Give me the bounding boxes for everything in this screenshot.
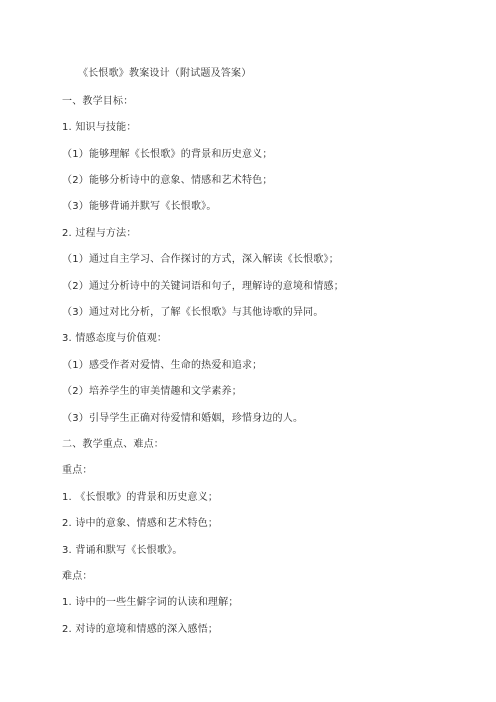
subheading-process-methods: 2. 过程与方法： — [62, 228, 137, 239]
subheading-emotional-values: 3. 情感态度与价值观： — [62, 333, 168, 344]
document-title: 《长恨歌》教案设计（附试题及答案） — [78, 68, 252, 79]
list-item: （2）能够分析诗中的意象、情感和艺术特色； — [62, 175, 273, 186]
list-item: （3）引导学生正确对待爱情和婚姻，珍惜身边的人。 — [62, 413, 304, 424]
list-item: 3. 背诵和默写《长恨歌》。 — [62, 545, 183, 556]
list-item: 2. 诗中的意象、情感和艺术特色； — [62, 518, 219, 529]
list-item: （2）培养学生的审美情趣和文学素养； — [62, 386, 242, 397]
heading-key-difficult-points: 二、教学重点、难点： — [62, 439, 164, 450]
subheading-key-points: 重点： — [62, 465, 93, 476]
list-item: （1）通过自主学习、合作探讨的方式，深入解读《长恨歌》； — [62, 254, 339, 265]
list-item: （2）通过分析诗中的关键词语和句子，理解诗的意境和情感； — [62, 281, 344, 292]
list-item: （3）能够背诵并默写《长恨歌》。 — [62, 201, 217, 212]
list-item: （3）通过对比分析，了解《长恨歌》与其他诗歌的异同。 — [62, 307, 324, 318]
list-item: 1. 《长恨歌》的背景和历史意义； — [62, 492, 219, 503]
subheading-knowledge-skills: 1. 知识与技能： — [62, 122, 137, 133]
list-item: 1. 诗中的一些生僻字词的认读和理解； — [62, 597, 239, 608]
heading-teaching-objectives: 一、教学目标： — [62, 96, 134, 107]
list-item: （1）能够理解《长恨歌》的背景和历史意义； — [62, 149, 273, 160]
list-item: 2. 对诗的意境和情感的深入感悟； — [62, 624, 219, 635]
list-item: （1）感受作者对爱情、生命的热爱和追求； — [62, 360, 263, 371]
subheading-difficult-points: 难点： — [62, 571, 93, 582]
